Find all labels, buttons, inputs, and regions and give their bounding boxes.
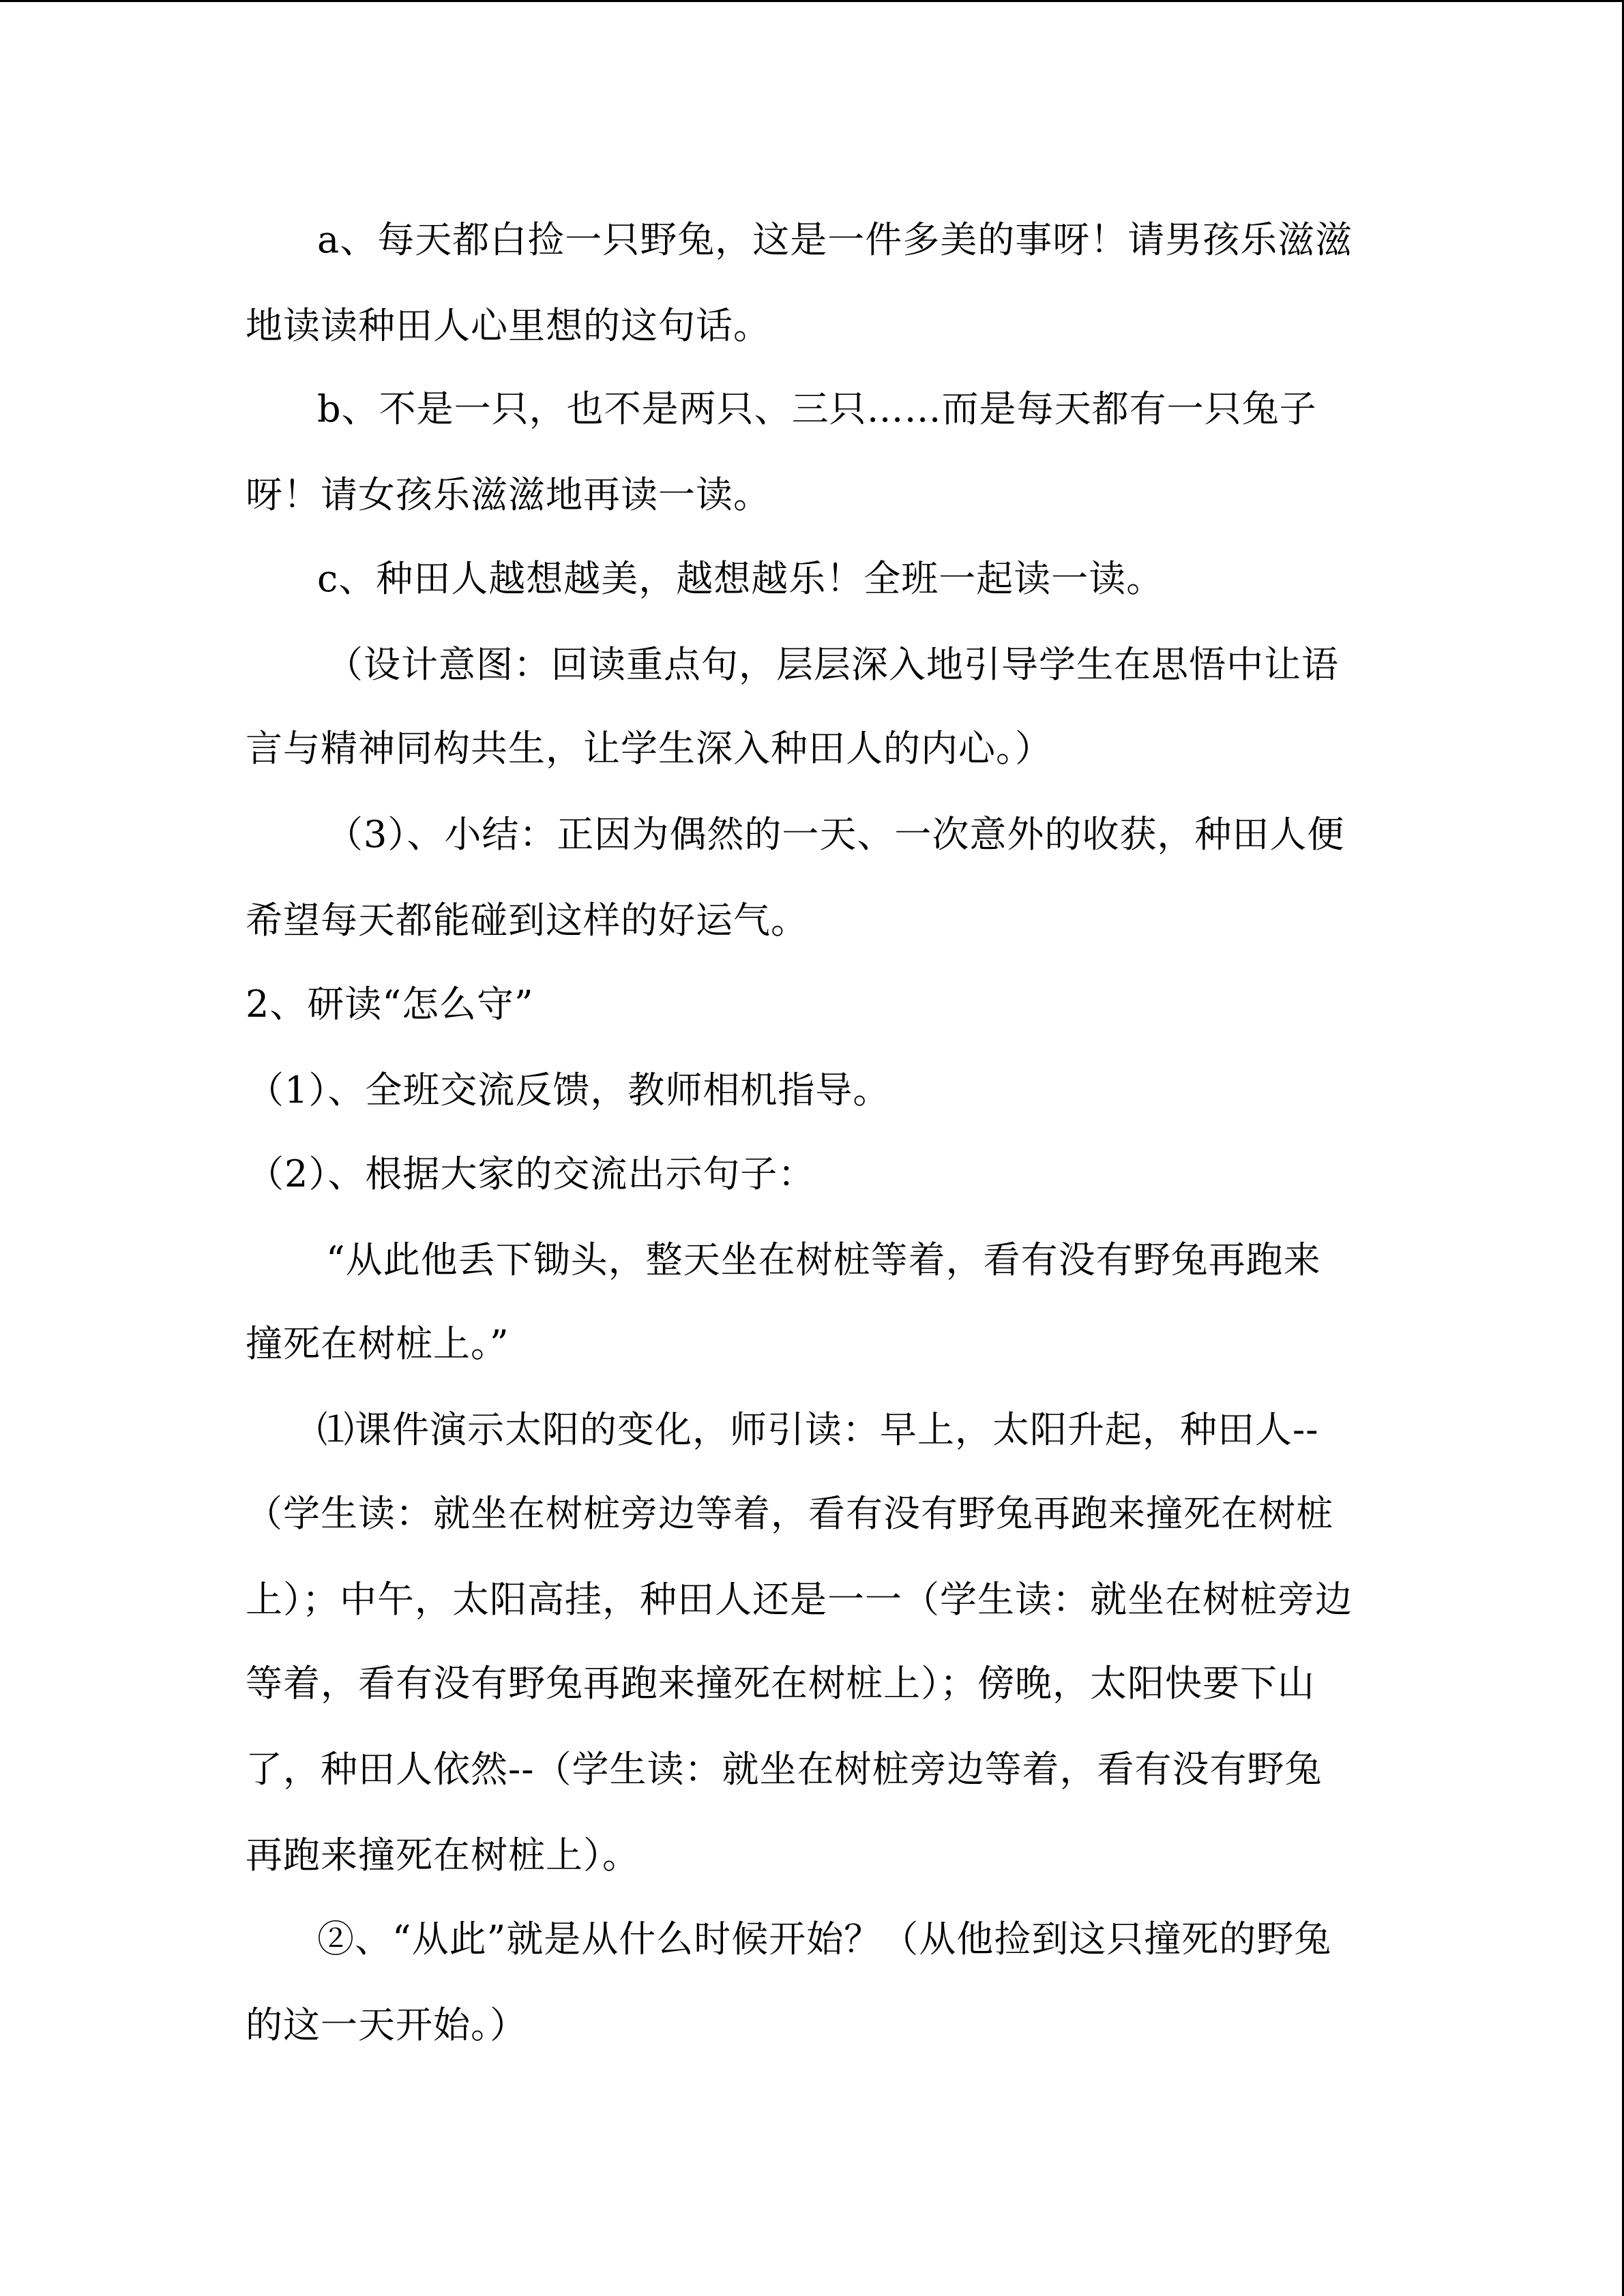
text-line: 希望每天都能碰到这样的好运气。 bbox=[246, 899, 808, 942]
text-line: （设计意图：回读重点句，层层深入地引导学生在思悟中让语 bbox=[326, 643, 1339, 686]
text-line: b、不是一只，也不是两只、三只……而是每天都有一只兔子 bbox=[317, 387, 1317, 430]
text-line: （2）、根据大家的交流出示句子： bbox=[247, 1152, 816, 1195]
text-line: （学生读：就坐在树桩旁边等着，看有没有野兔再跑来撞死在树桩 bbox=[246, 1492, 1333, 1535]
text-line: （1）、全班交流反馈，教师相机指导。 bbox=[247, 1069, 891, 1112]
text-line: （3）、小结：正因为偶然的一天、一次意外的收获，种田人便 bbox=[326, 813, 1345, 856]
text-line: 等着，看有没有野兔再跑来撞死在树桩上）；傍晚，太阳快要下山 bbox=[246, 1662, 1315, 1705]
section-heading: 2、研读“怎么守” bbox=[246, 983, 534, 1026]
text-line: 了，种田人依然--（学生读：就坐在树桩旁边等着，看有没有野兔 bbox=[246, 1748, 1323, 1791]
quoted-sentence: “从此他丢下锄头，整天坐在树桩等着，看有没有野兔再跑来 bbox=[326, 1238, 1321, 1281]
text-line: 再跑来撞死在树桩上）。 bbox=[246, 1834, 640, 1877]
text-line: 言与精神同构共生，让学生深入种田人的内心。） bbox=[246, 727, 1052, 770]
text-line: 地读读种田人心里想的这句话。 bbox=[246, 304, 771, 347]
quoted-sentence: 撞死在树桩上。” bbox=[246, 1322, 510, 1365]
text-line: c、种田人越想越美，越想越乐！全班一起读一读。 bbox=[317, 557, 1164, 600]
text-line: 呀！请女孩乐滋滋地再读一读。 bbox=[246, 473, 771, 516]
text-line: ②、“从此”就是从什么时候开始？（从他捡到这只撞死的野兔 bbox=[317, 1918, 1332, 1960]
text-line: 的这一天开始。） bbox=[246, 2003, 527, 2046]
text-line: ⑴课件演示太阳的变化，师引读：早上，太阳升起，种田人-- bbox=[317, 1408, 1319, 1451]
text-line: a、每天都白捡一只野兔，这是一件多美的事呀！请男孩乐滋滋 bbox=[317, 218, 1353, 261]
text-line: 上）；中午，太阳高挂，种田人还是一一（学生读：就坐在树桩旁边 bbox=[246, 1578, 1353, 1621]
